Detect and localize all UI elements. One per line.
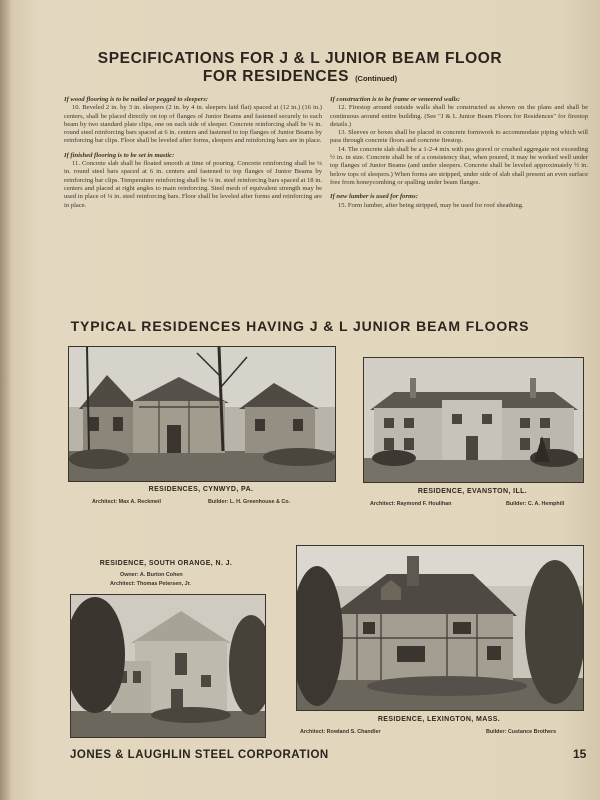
photo-residence-evanston bbox=[363, 357, 584, 483]
owner-south-orange: Owner: A. Burton Cohen bbox=[120, 572, 183, 578]
spec-subhead: If new lumber is used for forms: bbox=[330, 193, 418, 201]
photo-residence-lexington bbox=[296, 545, 584, 711]
spec-paragraph: 14. The concrete slab shall be a 1-2-4 mix with pea gravel or crushed aggregate not exceeding ½ in. in size. Concrete shall be of a consistency that, when poured, it may be worked well under top flanges of Junior Beams (and under sleepers. Concrete shall be leveled approximately ½ in. below tops of sleepers.) When forms are stripped, under side of slab shall present an even surface free from honeycombing or spalling under beam flanges. bbox=[330, 145, 588, 186]
spec-paragraph: 11. Concrete slab shall be floated smooth at time of pouring. Concrete reinforcing shall be ¼ in. round steel bars spaced at 6 in. centers and fastened to top flanges of Junior Beams by reinforcing bar clips. Temperature reinforcing shall be ¼ in. steel reinforcing bars spaced at 18 in. centers and placed at right angles to main reinforcing. Steel mesh of equivalent strength may be used in place of ¼ in. steel reinforcing bars. Floor shall be leveled after forms and reinforcing are in place. bbox=[64, 160, 322, 209]
photo-residence-south-orange bbox=[70, 594, 266, 738]
spec-paragraph: 12. Firestop around outside walls shall be constructed as shown on the plans and shall be continuous around entire building. (See "J & L Junior Beam Floors for Residences" for firestop details.) bbox=[330, 104, 588, 128]
page-title-line2 bbox=[0, 68, 600, 86]
builder-cynwyd: Builder: L. H. Greenhouse & Co. bbox=[208, 499, 291, 505]
spec-column-left bbox=[64, 94, 322, 210]
architect-lexington: Architect: Rowland S. Chandler bbox=[300, 729, 381, 735]
section-heading: TYPICAL RESIDENCES HAVING J & L JUNIOR BEAM FLOORS bbox=[70, 318, 530, 334]
architect-evanston: Architect: Raymond F. Houlihan bbox=[370, 501, 452, 507]
spec-subhead: If wood flooring is to be nailed or pegged to sleepers: bbox=[64, 96, 208, 103]
spec-subhead: If finished flooring is to be set in mastic: bbox=[64, 151, 175, 159]
footer-company: JONES & LAUGHLIN STEEL CORPORATION bbox=[70, 749, 329, 761]
photo-residences-cynwyd bbox=[68, 346, 336, 482]
caption-evanston: RESIDENCE, EVANSTON, ILL. bbox=[417, 488, 528, 495]
title-line2-text: FOR RESIDENCES bbox=[202, 68, 350, 85]
page-number: 15 bbox=[573, 747, 587, 761]
spec-paragraph: 15. Form lumber, after being stripped, may be used for roof sheathing. bbox=[338, 201, 524, 209]
binding-edge bbox=[0, 0, 10, 800]
continued-note: (Continued) bbox=[355, 74, 398, 83]
spec-column-right bbox=[330, 94, 588, 210]
page-title-line1: SPECIFICATIONS FOR J & L JUNIOR BEAM FLOOR bbox=[97, 50, 503, 67]
builder-evanston: Builder: C. A. Hemphill bbox=[506, 501, 565, 507]
architect-south-orange: Architect: Thomas Petersen, Jr. bbox=[110, 581, 191, 587]
spec-subhead: If construction is to be frame or veneered walls: bbox=[330, 96, 461, 103]
caption-cynwyd: RESIDENCES, CYNWYD, PA. bbox=[148, 486, 254, 493]
caption-south-orange: RESIDENCE, SOUTH ORANGE, N. J. bbox=[99, 560, 233, 567]
architect-cynwyd: Architect: Max A. Reckmeil bbox=[92, 499, 162, 505]
spec-paragraph: 13. Sleeves or boxes shall be placed in concrete formwork to accommodate piping which will pass through concrete floors and concrete firestop. bbox=[330, 129, 588, 145]
caption-lexington: RESIDENCE, LEXINGTON, MASS. bbox=[377, 716, 501, 723]
builder-lexington: Builder: Custance Brothers bbox=[486, 729, 557, 735]
spec-paragraph: 10. Beveled 2 in. by 3 in. sleepers (2 in. by 4 in. sleepers laid flat) spaced at (12 in.) (16 in.) centers, shall be placed directly on top of flanges of Junior Beams and fastened securely to each beam by two standard plate clips, one on each side of sleeper. Concrete reinforcing shall be ¼ in. round steel reinforcing bars spaced at 6 in. centers and fastened to top flanges of Junior Beams by reinforcing bar clips. Floor shall be leveled after forms, sleepers and reinforcing bars are in place. bbox=[64, 104, 322, 145]
